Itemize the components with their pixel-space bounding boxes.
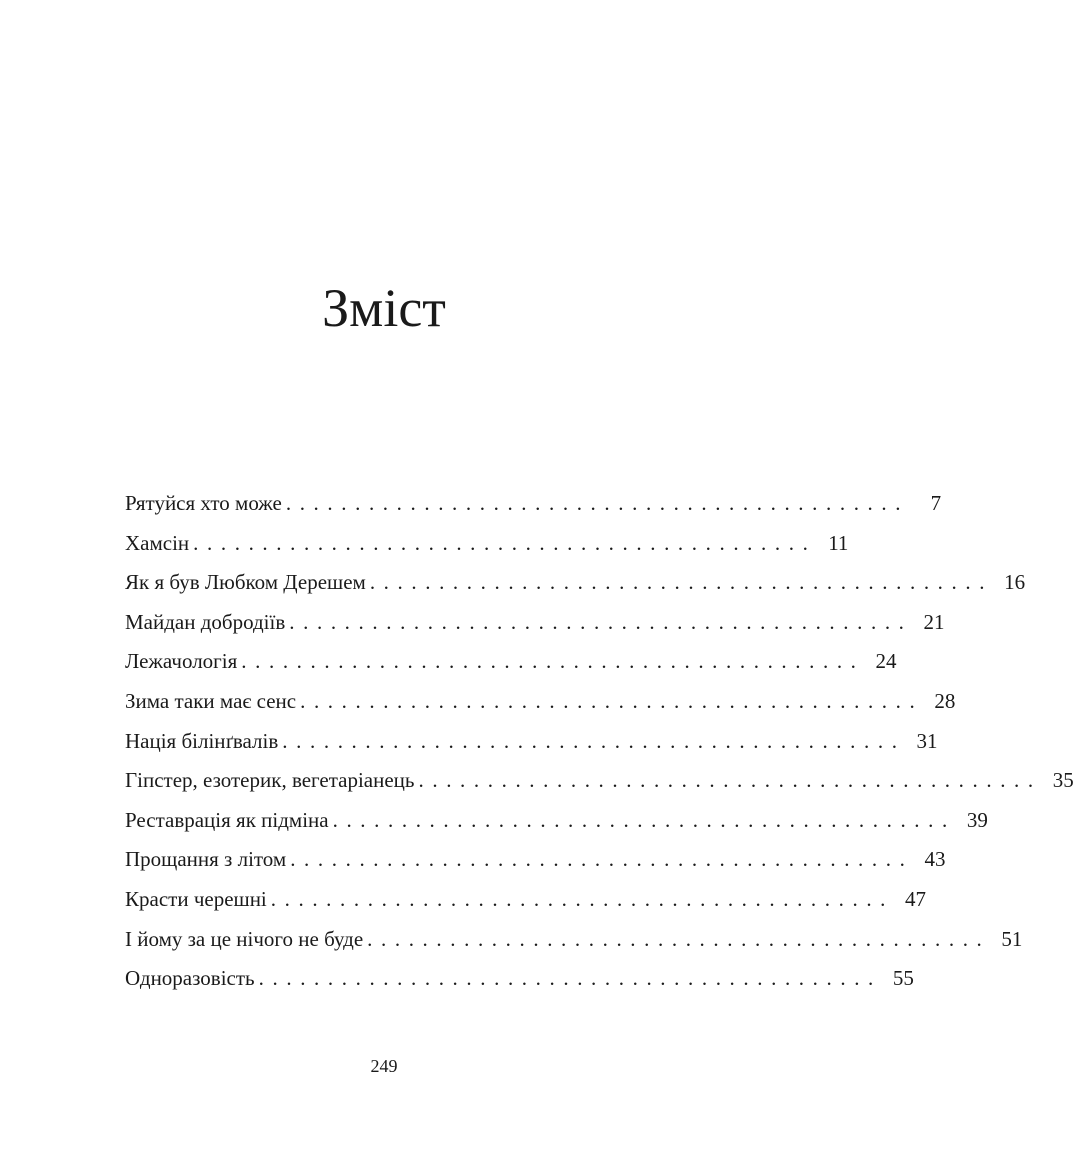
toc-entry-page: 28: [934, 688, 956, 713]
toc-entry-6[interactable]: [125, 682, 956, 722]
toc-entry-title: Лежачологія: [125, 649, 238, 674]
toc-entry-title: Як я був Любком Дерешем: [125, 570, 366, 595]
toc-entry-8[interactable]: [125, 761, 1074, 801]
toc-entry-title: Рятуйся хто може: [125, 491, 282, 515]
table-of-contents: [125, 484, 1074, 999]
toc-entry-page: 39: [966, 807, 988, 832]
toc-entry-2[interactable]: [125, 524, 849, 564]
toc-entry-11[interactable]: [125, 880, 927, 920]
toc-leader-dots: .............................................: [193, 530, 817, 555]
toc-entry-page: 7: [930, 491, 942, 515]
toc-entry-title: Нація білінґвалів: [125, 728, 279, 753]
toc-leader-dots: .............................................: [241, 649, 865, 674]
toc-entry-page: 31: [916, 728, 938, 753]
toc-entry-page: 16: [1004, 570, 1026, 595]
toc-entry-page: 51: [1001, 926, 1023, 951]
toc-entry-page: 21: [923, 609, 945, 634]
toc-entry-title: Майдан добродіїв: [125, 609, 286, 634]
toc-entry-13[interactable]: [125, 959, 914, 999]
toc-entry-page: 11: [828, 530, 849, 555]
toc-entry-10[interactable]: [125, 840, 946, 880]
toc-entry-7[interactable]: [125, 722, 938, 762]
toc-leader-dots: .............................................: [270, 886, 895, 911]
toc-leader-dots: .............................................: [258, 966, 882, 991]
toc-entry-title: Гіпстер, езотерик, вегетаріанець: [125, 768, 415, 793]
toc-entry-title: І йому за це нічого не буде: [125, 926, 364, 951]
toc-entry-title: Прощання з літом: [125, 847, 287, 872]
toc-entry-1[interactable]: [125, 484, 942, 524]
toc-leader-dots: .............................................: [289, 609, 913, 634]
toc-leader-dots: .............................................: [290, 847, 914, 872]
page-title: Зміст: [322, 278, 446, 338]
toc-entry-page: 35: [1052, 768, 1074, 793]
toc-entry-title: Красти черешні: [125, 886, 267, 911]
toc-leader-dots: .............................................: [369, 570, 994, 595]
toc-entry-title: Зима таки має сенс: [125, 688, 297, 713]
toc-entry-12[interactable]: [125, 920, 1023, 960]
toc-leader-dots: .............................................: [285, 491, 910, 515]
toc-leader-dots: .............................................: [367, 926, 991, 951]
toc-entry-title: Реставрація як підміна: [125, 807, 329, 832]
toc-entry-title: Хамсін: [125, 530, 190, 555]
toc-entry-9[interactable]: [125, 801, 988, 841]
page-number: 249: [370, 1056, 398, 1076]
toc-entry-page: 43: [924, 847, 946, 872]
toc-leader-dots: .............................................: [418, 768, 1042, 793]
toc-entry-page: 55: [892, 966, 914, 991]
toc-leader-dots: .............................................: [300, 688, 924, 713]
toc-leader-dots: .............................................: [282, 728, 906, 753]
toc-leader-dots: .............................................: [332, 807, 956, 832]
toc-entry-page: 24: [875, 649, 897, 674]
toc-entry-4[interactable]: [125, 603, 945, 643]
toc-entry-5[interactable]: [125, 642, 897, 682]
toc-entry-3[interactable]: [125, 563, 1026, 603]
toc-entry-title: Одноразовість: [125, 966, 255, 991]
toc-entry-page: 47: [905, 886, 927, 911]
